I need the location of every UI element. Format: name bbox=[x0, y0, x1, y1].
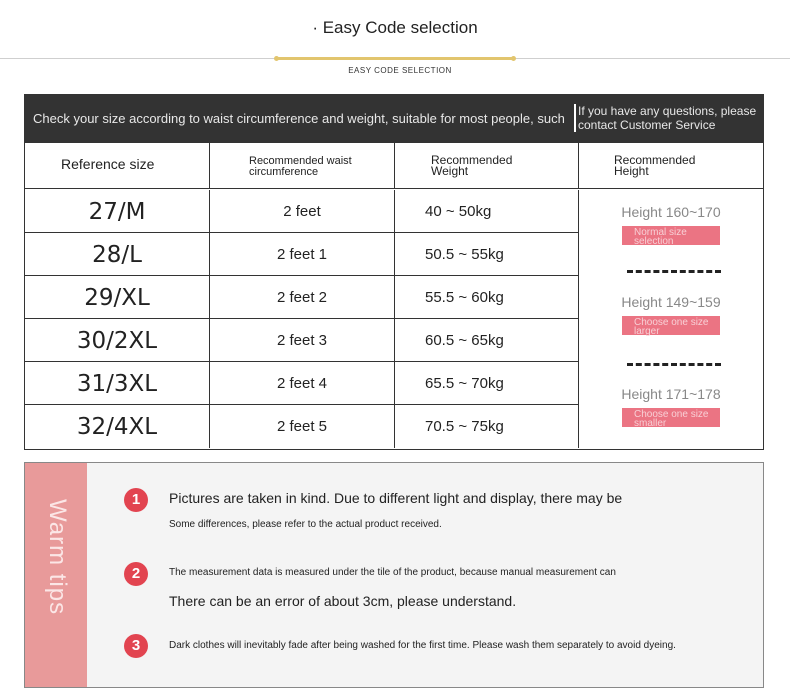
header-size-cell bbox=[25, 143, 210, 189]
waist-cell: 2 feet 2 bbox=[210, 276, 395, 319]
weight-cell: 60.5 ~ 65kg bbox=[395, 319, 579, 362]
table-row bbox=[25, 362, 578, 405]
height-range: Height 149~159 bbox=[621, 294, 721, 310]
header-size: Reference size bbox=[61, 156, 155, 172]
height-range: Height 160~170 bbox=[621, 204, 721, 220]
tip-number-badge: 2 bbox=[124, 562, 148, 586]
tip-text: Pictures are taken in kind. Due to different light and display, there may be bbox=[169, 490, 623, 506]
size-cell: 32/4XL bbox=[25, 405, 210, 448]
weight-cell: 40 ~ 50kg bbox=[395, 190, 579, 233]
height-group bbox=[579, 204, 763, 245]
table-row bbox=[25, 233, 578, 276]
tip-number-badge: 3 bbox=[124, 634, 148, 658]
waist-cell: 2 feet bbox=[210, 190, 395, 233]
table-row bbox=[25, 319, 578, 362]
warm-tips-panel bbox=[24, 462, 764, 688]
table-row bbox=[25, 190, 578, 233]
page-title: · Easy Code selection bbox=[312, 18, 478, 37]
height-range: Height 171~178 bbox=[621, 386, 721, 402]
waist-cell: 2 feet 3 bbox=[210, 319, 395, 362]
size-cell: 27/M bbox=[25, 190, 210, 233]
tips-side-banner bbox=[25, 463, 87, 687]
height-note-badge: Normal size selection bbox=[622, 226, 720, 245]
notice-text: Check your size according to waist circumference and weight, suitable for most people, such bbox=[33, 111, 565, 126]
weight-cell: 50.5 ~ 55kg bbox=[395, 233, 579, 276]
size-cell: 29/XL bbox=[25, 276, 210, 319]
table-row bbox=[25, 276, 578, 319]
weight-cell: 65.5 ~ 70kg bbox=[395, 362, 579, 405]
height-group bbox=[579, 294, 763, 335]
size-grid bbox=[25, 143, 763, 449]
waist-cell: 2 feet 4 bbox=[210, 362, 395, 405]
header-height-line1: Recommended bbox=[614, 153, 696, 167]
tip-text: There can be an error of about 3cm, please understand. bbox=[169, 593, 517, 609]
height-note-badge: Choose one size smaller bbox=[622, 408, 720, 427]
tip-number-badge: 1 bbox=[124, 488, 148, 512]
weight-cell: 55.5 ~ 60kg bbox=[395, 276, 579, 319]
tip-text: Some differences, please refer to the actual product received. bbox=[169, 519, 442, 530]
header-accent-line bbox=[276, 57, 514, 60]
size-table bbox=[24, 94, 764, 450]
dashed-divider bbox=[627, 363, 721, 366]
table-row bbox=[25, 405, 578, 448]
tip-text: The measurement data is measured under the tile of the product, because manual measurement can bbox=[169, 567, 616, 578]
header-height-cell bbox=[579, 143, 763, 189]
header-height-line2: Height bbox=[614, 164, 649, 178]
waist-cell: 2 feet 1 bbox=[210, 233, 395, 276]
header-waist-cell bbox=[210, 143, 395, 189]
header-weight-cell bbox=[395, 143, 579, 189]
header-weight-line1: Recommended bbox=[431, 153, 513, 167]
notice-bar bbox=[25, 95, 763, 143]
size-cell: 30/2XL bbox=[25, 319, 210, 362]
tips-title: Warm tips bbox=[44, 499, 71, 616]
size-cell: 31/3XL bbox=[25, 362, 210, 405]
dashed-divider bbox=[627, 270, 721, 273]
contact-notice-text: If you have any questions, please contact Customer Service bbox=[574, 104, 764, 132]
page-subtitle: EASY CODE SELECTION bbox=[348, 66, 452, 75]
header-weight-line2: Weight bbox=[431, 164, 469, 178]
header-waist-line2: circumference bbox=[249, 166, 319, 178]
table-header-row bbox=[25, 143, 763, 189]
height-group bbox=[579, 386, 763, 427]
size-cell: 28/L bbox=[25, 233, 210, 276]
weight-cell: 70.5 ~ 75kg bbox=[395, 405, 579, 448]
height-note-badge: Choose one size larger bbox=[622, 316, 720, 335]
height-column bbox=[579, 190, 763, 449]
tip-text: Dark clothes will inevitably fade after being washed for the first time. Please wash them separately to avoid dyeing. bbox=[169, 640, 676, 651]
header-waist-line1: Recommended waist bbox=[249, 155, 352, 167]
waist-cell: 2 feet 5 bbox=[210, 405, 395, 448]
